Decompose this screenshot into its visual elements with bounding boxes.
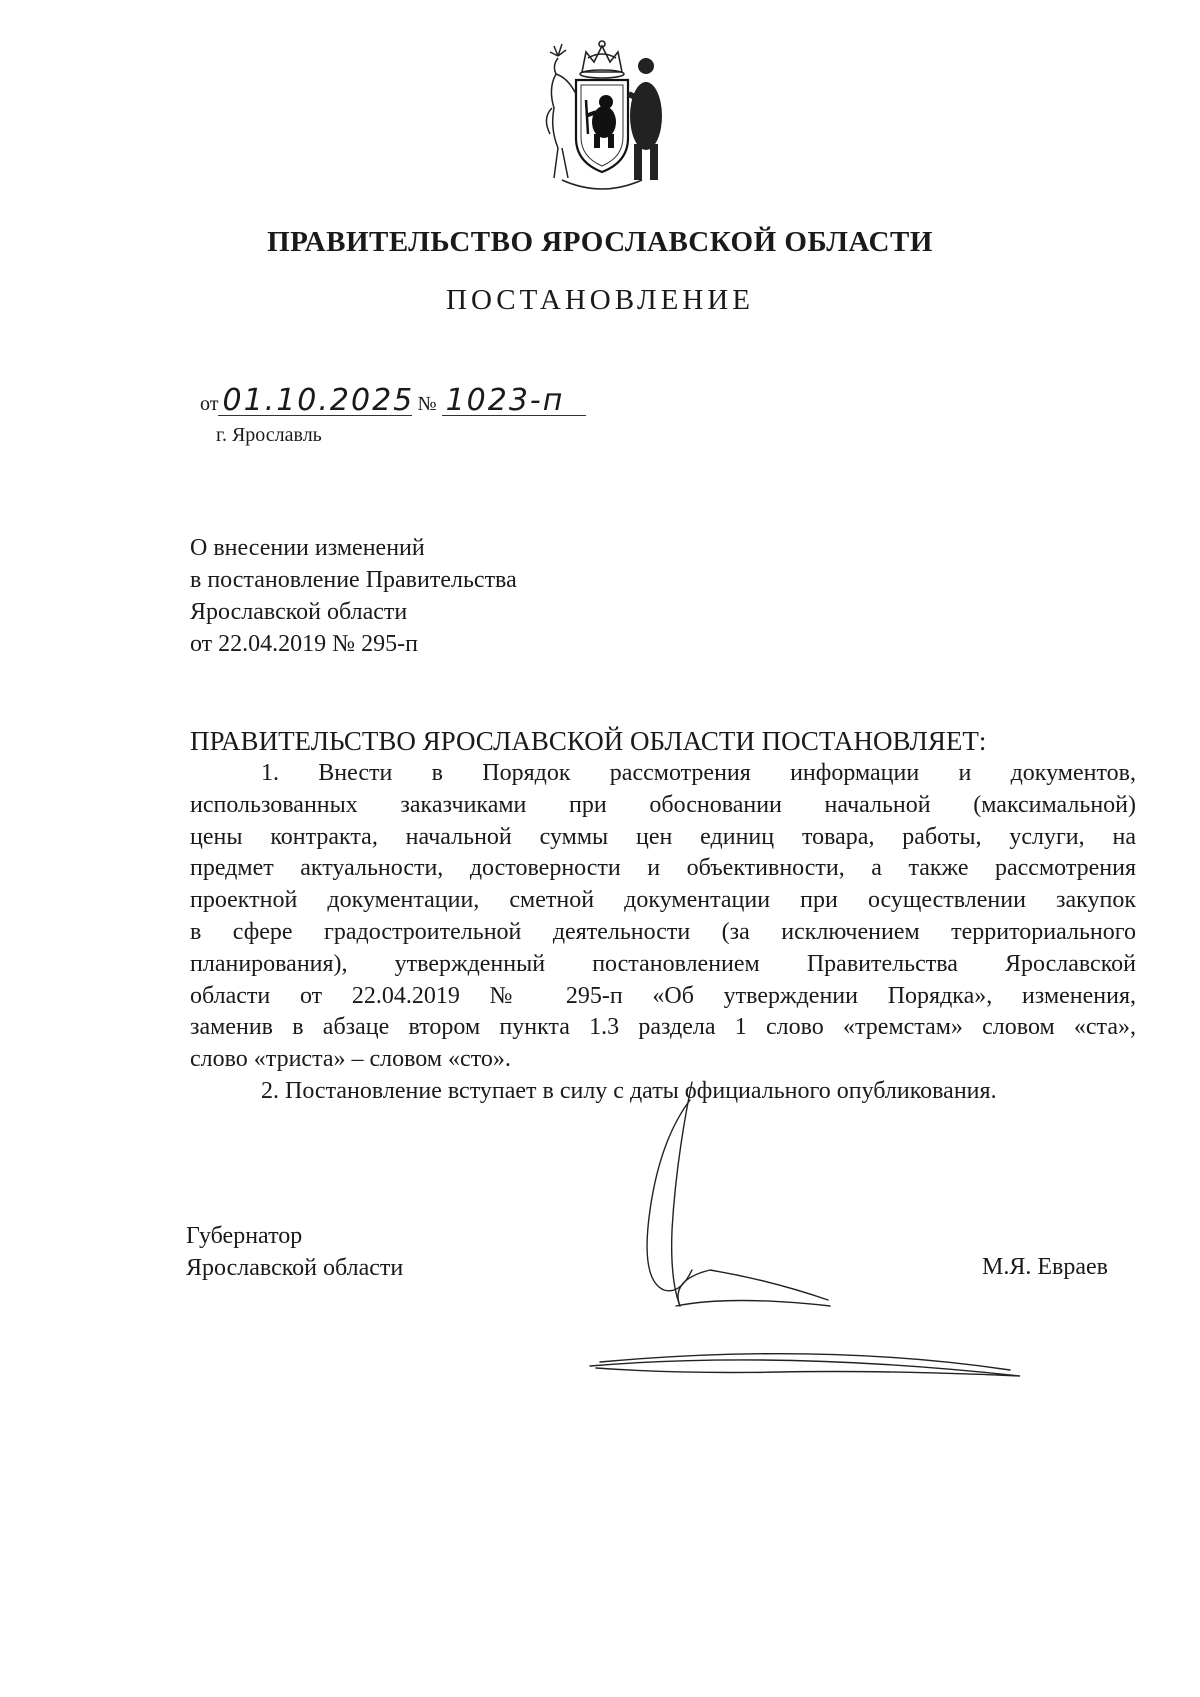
city: г. Ярославль (216, 424, 322, 446)
text-line: в сфере градостроительной деятельности (за исключением территориального (190, 918, 1136, 945)
decree-preamble: ПРАВИТЕЛЬСТВО ЯРОСЛАВСКОЙ ОБЛАСТИ ПОСТАНОВЛЯЕТ: (190, 726, 987, 756)
text-line: предмет актуальности, достоверности и объективности, а также рассмотрения (190, 855, 1136, 882)
subject-line: от 22.04.2019 № 295-п (190, 631, 418, 657)
government-title: ПРАВИТЕЛЬСТВО ЯРОСЛАВСКОЙ ОБЛАСТИ (267, 226, 933, 258)
text-line: использованных заказчиками при обосновании начальной (максимальной) (190, 791, 1136, 818)
decree-item-1 (190, 758, 1136, 1076)
text-line: области от 22.04.2019 № 295-п «Об утверждении Порядка», изменения, (190, 982, 1136, 1009)
text-line: слово «триста» – словом «сто». (190, 1046, 511, 1073)
text-line: цены контракта, начальной суммы цен единиц товара, работы, услуги, на (190, 823, 1136, 850)
text-line: планирования), утвержденный постановлением Правительства Ярославской (190, 950, 1136, 977)
text-line: 2. Постановление вступает в силу с даты официального опубликования. (261, 1077, 997, 1104)
position-line: Ярославской области (186, 1255, 404, 1281)
text-line: проектной документации, сметной документации при осуществлении закупок (190, 887, 1136, 914)
number-label: № (417, 393, 437, 415)
handwritten-signature-icon (580, 1080, 1040, 1400)
registration-line (200, 383, 586, 418)
subject-line: в постановление Правительства (190, 567, 517, 593)
text-line: заменив в абзаце втором пункта 1.3 раздела 1 слово «тремстам» словом «ста», (190, 1014, 1136, 1041)
position-line: Губернатор (186, 1223, 303, 1249)
signer-name: М.Я. Евраев (982, 1254, 1108, 1280)
decree-body (190, 758, 1136, 1108)
date-label: от (200, 393, 219, 415)
document-type: ПОСТАНОВЛЕНИЕ (446, 284, 754, 316)
coat-of-arms-icon (528, 38, 676, 198)
registration-number: 1023-п (442, 387, 586, 416)
signer-position (186, 1220, 403, 1284)
text-line: 1. Внести в Порядок рассмотрения информации и документов, (261, 760, 1136, 786)
subject-line: О внесении изменений (190, 535, 425, 561)
document-subject (190, 532, 517, 660)
subject-line: Ярославской области (190, 599, 408, 625)
registration-date: 01.10.2025 (218, 387, 412, 416)
